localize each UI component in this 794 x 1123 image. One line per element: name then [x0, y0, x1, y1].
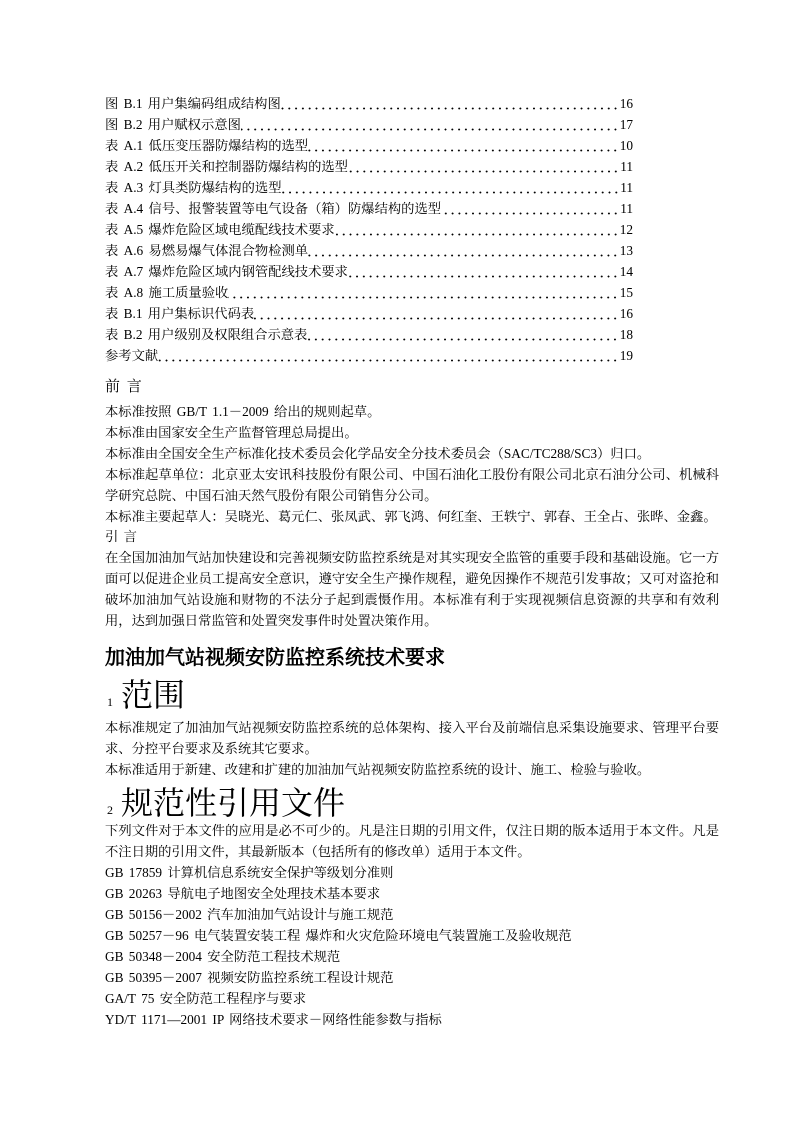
reference-item: GB 50395－2007 视频安防监控系统工程设计规范 — [105, 970, 394, 985]
introduction-heading: 引 言 — [105, 529, 137, 544]
toc-leader-dots — [241, 114, 620, 135]
toc-entry-page: 15 — [619, 285, 633, 300]
toc-entry-page: 16 — [619, 96, 633, 111]
toc-leader-dots — [308, 240, 620, 261]
toc-entry-page: 11 — [620, 180, 633, 195]
toc-entry-label: 表 A.3 灯具类防爆结构的选型 — [105, 180, 282, 195]
toc-entry[interactable] — [105, 93, 633, 114]
toc-entry-page: 14 — [619, 264, 633, 279]
foreword-heading: 前 言 — [105, 377, 142, 395]
toc-entry-label: 图 B.2 用户赋权示意图 — [105, 117, 241, 132]
toc-entry-label: 表 A.6 易燃易爆气体混合物检测单 — [105, 243, 309, 258]
reference-item: YD/T 1171—2001 IP 网络技术要求－网络性能参数与指标 — [105, 1012, 442, 1027]
toc-entry[interactable] — [105, 303, 633, 324]
toc-entry-label: 表 A.4 信号、报警装置等电气设备（箱）防爆结构的选型 — [105, 201, 442, 216]
toc-entry-page: 17 — [619, 117, 633, 132]
toc-leader-dots — [348, 156, 620, 177]
introduction-paragraph: 在全国加油加气站加快建设和完善视频安防监控系统是对其实现安全监管的重要手段和基础设施。它一方面可以促进企业员工提高安全意识，遵守安全生产操作规程，避免因操作不规范引发事故；又可对盗抢和破坏加油加气站设施和财物的不法分子起到震慑作用。本标准有利于实现视频信息资源的共享和有效利用，达到加强日常监管和处置突发事件时处置决策作用。 — [105, 550, 719, 628]
section-title: 规范性引用文件 — [121, 784, 346, 822]
section-heading-normative-references — [105, 783, 719, 823]
section-body-normative-references — [105, 820, 719, 1030]
toc-entry-page: 18 — [619, 327, 633, 342]
toc-entry-label: 表 A.8 施工质量验收 — [105, 285, 229, 300]
toc-leader-dots — [254, 303, 620, 324]
section-title: 范围 — [121, 676, 186, 714]
toc-entry-label: 表 A.7 爆炸危险区域内钢管配线技术要求 — [105, 264, 348, 279]
section-body-scope — [105, 717, 719, 780]
toc-entry[interactable] — [105, 177, 633, 198]
reference-item: GB 50156－2002 汽车加油加气站设计与施工规范 — [105, 907, 394, 922]
toc-entry-page: 19 — [619, 348, 633, 363]
toc-entry[interactable] — [105, 198, 633, 219]
reference-item: GB 50257－96 电气装置安装工程 爆炸和火灾危险环境电气装置施工及验收规范 — [105, 928, 572, 943]
toc-leader-dots — [228, 282, 619, 303]
toc-leader-dots — [307, 324, 619, 345]
section-number: 1 — [107, 695, 113, 709]
section-heading-scope — [105, 675, 719, 715]
toc-leader-dots — [308, 135, 620, 156]
section-paragraph: 本标准适用于新建、改建和扩建的加油加气站视频安防监控系统的设计、施工、检验与验收。 — [105, 762, 651, 777]
toc-entry-page: 11 — [620, 159, 633, 174]
toc-entry-label: 图 B.1 用户集编码组成结构图 — [105, 96, 281, 111]
foreword-body — [105, 401, 719, 527]
toc-leader-dots — [348, 261, 620, 282]
section-paragraph: 本标准规定了加油加气站视频安防监控系统的总体架构、接入平台及前端信息采集设施要求、管理平台要求、分控平台要求及系统其它要求。 — [105, 720, 719, 756]
table-of-contents — [105, 93, 633, 366]
reference-item: GB 17859 计算机信息系统安全保护等级划分准则 — [105, 865, 394, 880]
toc-entry[interactable] — [105, 324, 633, 345]
toc-entry[interactable] — [105, 135, 633, 156]
toc-entry[interactable] — [105, 219, 633, 240]
section-number: 2 — [107, 803, 113, 817]
reference-item: GB 20263 导航电子地图安全处理技术基本要求 — [105, 886, 381, 901]
toc-leader-dots — [281, 93, 620, 114]
foreword-paragraph: 本标准由全国安全生产标准化技术委员会化学品安全分技术委员会（SAC/TC288/SC3）归口。 — [105, 446, 651, 461]
toc-entry[interactable] — [105, 156, 633, 177]
foreword-paragraph: 本标准起草单位：北京亚太安讯科技股份有限公司、中国石油化工股份有限公司北京石油分公司、机械科学研究总院、中国石油天然气股份有限公司销售分公司。 — [105, 467, 719, 503]
toc-entry-label: 表 B.2 用户级别及权限组合示意表 — [105, 327, 308, 342]
toc-entry-label: 参考文献 — [105, 348, 159, 363]
toc-entry-page: 11 — [620, 201, 633, 216]
toc-leader-dots — [441, 198, 620, 219]
foreword-paragraph: 本标准按照 GB/T 1.1－2009 给出的规则起草。 — [105, 404, 381, 419]
toc-entry-label: 表 A.5 爆炸危险区域电缆配线技术要求 — [105, 222, 335, 237]
reference-item: GA/T 75 安全防范工程程序与要求 — [105, 991, 306, 1006]
introduction-body — [105, 547, 719, 631]
toc-entry-page: 13 — [619, 243, 633, 258]
toc-entry-page: 16 — [619, 306, 633, 321]
toc-entry[interactable] — [105, 261, 633, 282]
toc-entry-label: 表 A.2 低压开关和控制器防爆结构的选型 — [105, 159, 348, 174]
toc-entry[interactable] — [105, 240, 633, 261]
foreword-paragraph: 本标准由国家安全生产监督管理总局提出。 — [105, 425, 358, 440]
toc-entry-page: 10 — [619, 138, 633, 153]
toc-entry-page: 12 — [619, 222, 633, 237]
section-paragraph: 下列文件对于本文件的应用是必不可少的。凡是注日期的引用文件，仅注日期的版本适用于本文件。凡是不注日期的引用文件，其最新版本（包括所有的修改单）适用于本文件。 — [105, 823, 719, 859]
toc-leader-dots — [282, 177, 621, 198]
foreword-paragraph: 本标准主要起草人：吴晓光、葛元仁、张凤武、郭飞鸿、何红奎、王轶宁、郭春、王全占、张晔、金鑫。 — [105, 509, 717, 524]
toc-leader-dots — [158, 345, 620, 366]
toc-entry[interactable] — [105, 345, 633, 366]
toc-entry-label: 表 B.1 用户集标识代码表 — [105, 306, 255, 321]
document-title: 加油加气站视频安防监控系统技术要求 — [105, 645, 445, 669]
toc-entry-label: 表 A.1 低压变压器防爆结构的选型 — [105, 138, 309, 153]
toc-entry[interactable] — [105, 114, 633, 135]
toc-leader-dots — [335, 219, 620, 240]
reference-item: GB 50348－2004 安全防范工程技术规范 — [105, 949, 341, 964]
toc-entry[interactable] — [105, 282, 633, 303]
